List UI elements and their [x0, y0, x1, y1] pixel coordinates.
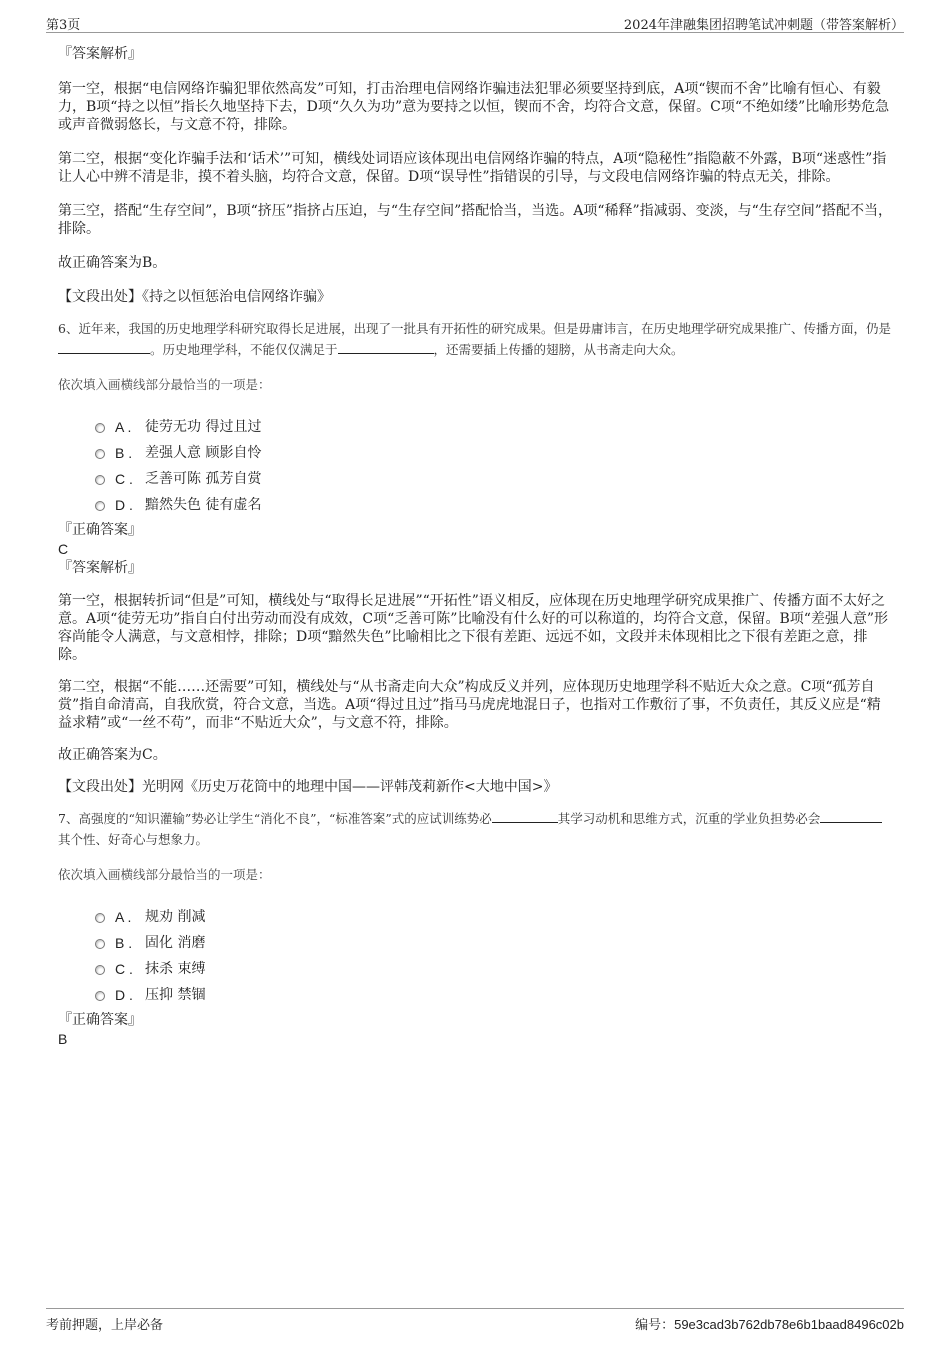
q6-blank-1: [58, 339, 150, 354]
q5-analysis-para-1: 第一空，根据“电信网络诈骗犯罪依然高发”可知，打击治理电信网络诈骗违法犯罪必须要坚持到底，A项“锲而不舍”比喻有恒心、有毅力，B项“持之以恒”指长久地坚持下去，D项“久久为功”意为要持之以恒，锲而不舍，均符合文意，保留。C项“不绝如缕”比喻形势危急或声音微弱悠长，与文意不符，排除。: [58, 81, 890, 133]
option-text: 压抑 禁锢: [145, 987, 206, 1003]
option-letter: D .: [115, 987, 133, 1003]
q6-analysis-para-2: 第二空，根据“不能……还需要”可知，横线处与“从书斋走向大众”构成反义并列，应体现历史地理学科不贴近大众之意。C项“孤芳自赏”指自命清高，自我欣赏，符合文意，当选。A项“得过且过”指马马虎虎地混日子，也指对工作敷衍了事，不负责任，其反义应是“精益求精”或“一丝不苟”，而非“不贴近大众”，与文意不符，排除。: [58, 679, 881, 731]
q6-conclusion: 故正确答案为C。: [58, 747, 167, 763]
q7-stem-part-1: 7、高强度的“知识灌输”势必让学生“消化不良”，“标准答案”式的应试训练势必: [58, 811, 492, 826]
q7-stem: [58, 808, 894, 850]
radio-button[interactable]: [95, 449, 105, 459]
q6-stem-part-1: 6、近年来，我国的历史地理学科研究取得长足进展，出现了一批具有开拓性的研究成果。但是毋庸讳言，在历史地理学研究成果推广、传播方面，仍是: [58, 321, 891, 336]
footer-serial: [635, 1314, 904, 1333]
q6-source: 【文段出处】光明网《历史万花筒中的地理中国——评韩茂莉新作<大地中国>》: [58, 779, 558, 795]
q5-analysis-para-3: 第三空，搭配“生存空间”，B项“挤压”指挤占压迫，与“生存空间”搭配恰当，当选。A项“稀释”指减弱、变淡，与“生存空间”搭配不当，排除。: [58, 203, 892, 237]
q7-blank-2: [820, 808, 882, 823]
radio-button[interactable]: [95, 991, 105, 1001]
q5-analysis-para-2: 第二空，根据“变化诈骗手法和‘话术’”可知，横线处词语应该体现出电信网络诈骗的特点，A项“隐秘性”指隐蔽不外露，B项“迷惑性”指让人心中辨不清是非，摸不着头脑，均符合文意，保留。D项“误导性”指错误的引导，与文段电信网络诈骗的特点无关，排除。: [58, 151, 887, 185]
option-letter: C .: [115, 471, 133, 487]
option-text: 抹杀 束缚: [145, 961, 206, 977]
option-letter: B .: [115, 935, 133, 951]
option-text: 乏善可陈 孤芳自赏: [145, 471, 262, 487]
q6-analysis-label: 『答案解析』: [58, 560, 142, 576]
q7-option-d[interactable]: [95, 982, 894, 1008]
q7-correct-label: 『正确答案』: [58, 1012, 142, 1028]
q6-option-a[interactable]: [95, 414, 894, 440]
footer-slogan: 考前押题，上岸必备: [46, 1318, 164, 1333]
q6-correct-answer: C: [58, 541, 69, 557]
page-number: 第3页: [46, 18, 81, 33]
option-letter: A .: [115, 909, 132, 925]
q5-conclusion: 故正确答案为B。: [58, 255, 167, 271]
q7-stem-part-2: 其学习动机和思维方式，沉重的学业负担势必会: [557, 811, 821, 826]
q7-option-b[interactable]: [95, 930, 894, 956]
q7-blank-1: [492, 808, 558, 823]
q7-options: [95, 904, 894, 1008]
option-text: 差强人意 顾影自怜: [145, 445, 262, 461]
page-header: [46, 12, 904, 33]
option-text: 固化 消磨: [145, 935, 206, 951]
document-title: 2024年津融集团招聘笔试冲刺题（带答案解析）: [623, 18, 904, 33]
q6-options: [95, 414, 894, 518]
q7-prompt: 依次填入画横线部分最恰当的一项是：: [58, 867, 271, 882]
q6-correct-label: 『正确答案』: [58, 522, 142, 538]
footer-code: 59e3cad3b762db78e6b1baad8496c02b: [674, 1317, 904, 1332]
q6-prompt: 依次填入画横线部分最恰当的一项是：: [58, 377, 271, 392]
option-letter: C .: [115, 961, 133, 977]
q7-option-a[interactable]: [95, 904, 894, 930]
q6-option-c[interactable]: [95, 466, 894, 492]
option-letter: A .: [115, 419, 132, 435]
option-letter: D .: [115, 497, 133, 513]
q6-stem: [58, 318, 894, 360]
q6-stem-part-3: ，还需要插上传播的翅膀，从书斋走向大众。: [433, 342, 684, 357]
q6-stem-part-2: 。历史地理学科，不能仅仅满足于: [150, 342, 338, 357]
q5-source: 【文段出处】《持之以恒惩治电信网络诈骗》: [58, 289, 331, 305]
q6-option-b[interactable]: [95, 440, 894, 466]
radio-button[interactable]: [95, 965, 105, 975]
page-footer: [46, 1308, 904, 1331]
radio-button[interactable]: [95, 939, 105, 949]
q7-correct-answer: B: [58, 1031, 68, 1047]
q5-analysis-label: 『答案解析』: [58, 46, 142, 62]
option-letter: B .: [115, 445, 133, 461]
page-content: [58, 44, 894, 1048]
q7-option-c[interactable]: [95, 956, 894, 982]
radio-button[interactable]: [95, 501, 105, 511]
q7-stem-part-3: 其个性、好奇心与想象力。: [58, 832, 209, 847]
q6-blank-2: [338, 339, 434, 354]
radio-button[interactable]: [95, 913, 105, 923]
radio-button[interactable]: [95, 475, 105, 485]
option-text: 黯然失色 徒有虚名: [145, 497, 262, 513]
q6-option-d[interactable]: [95, 492, 894, 518]
option-text: 规劝 削减: [145, 909, 206, 925]
footer-code-label: 编号：: [635, 1318, 675, 1333]
radio-button[interactable]: [95, 423, 105, 433]
q6-analysis-para-1: 第一空，根据转折词“但是”可知，横线处与“取得长足进展”“开拓性”语义相反，应体现在历史地理学研究成果推广、传播方面不太好之意。A项“徒劳无功”指自白付出劳动而没有成效，C项“乏善可陈”比喻没有什么好的可以称道的，均符合文意，保留。B项“差强人意”形容尚能令人满意，与文意相悖，排除；D项“黯然失色”比喻相比之下很有差距、远远不如，文段并未体现相比之下很有差距之意，排除。: [58, 593, 889, 663]
option-text: 徒劳无功 得过且过: [145, 419, 262, 435]
